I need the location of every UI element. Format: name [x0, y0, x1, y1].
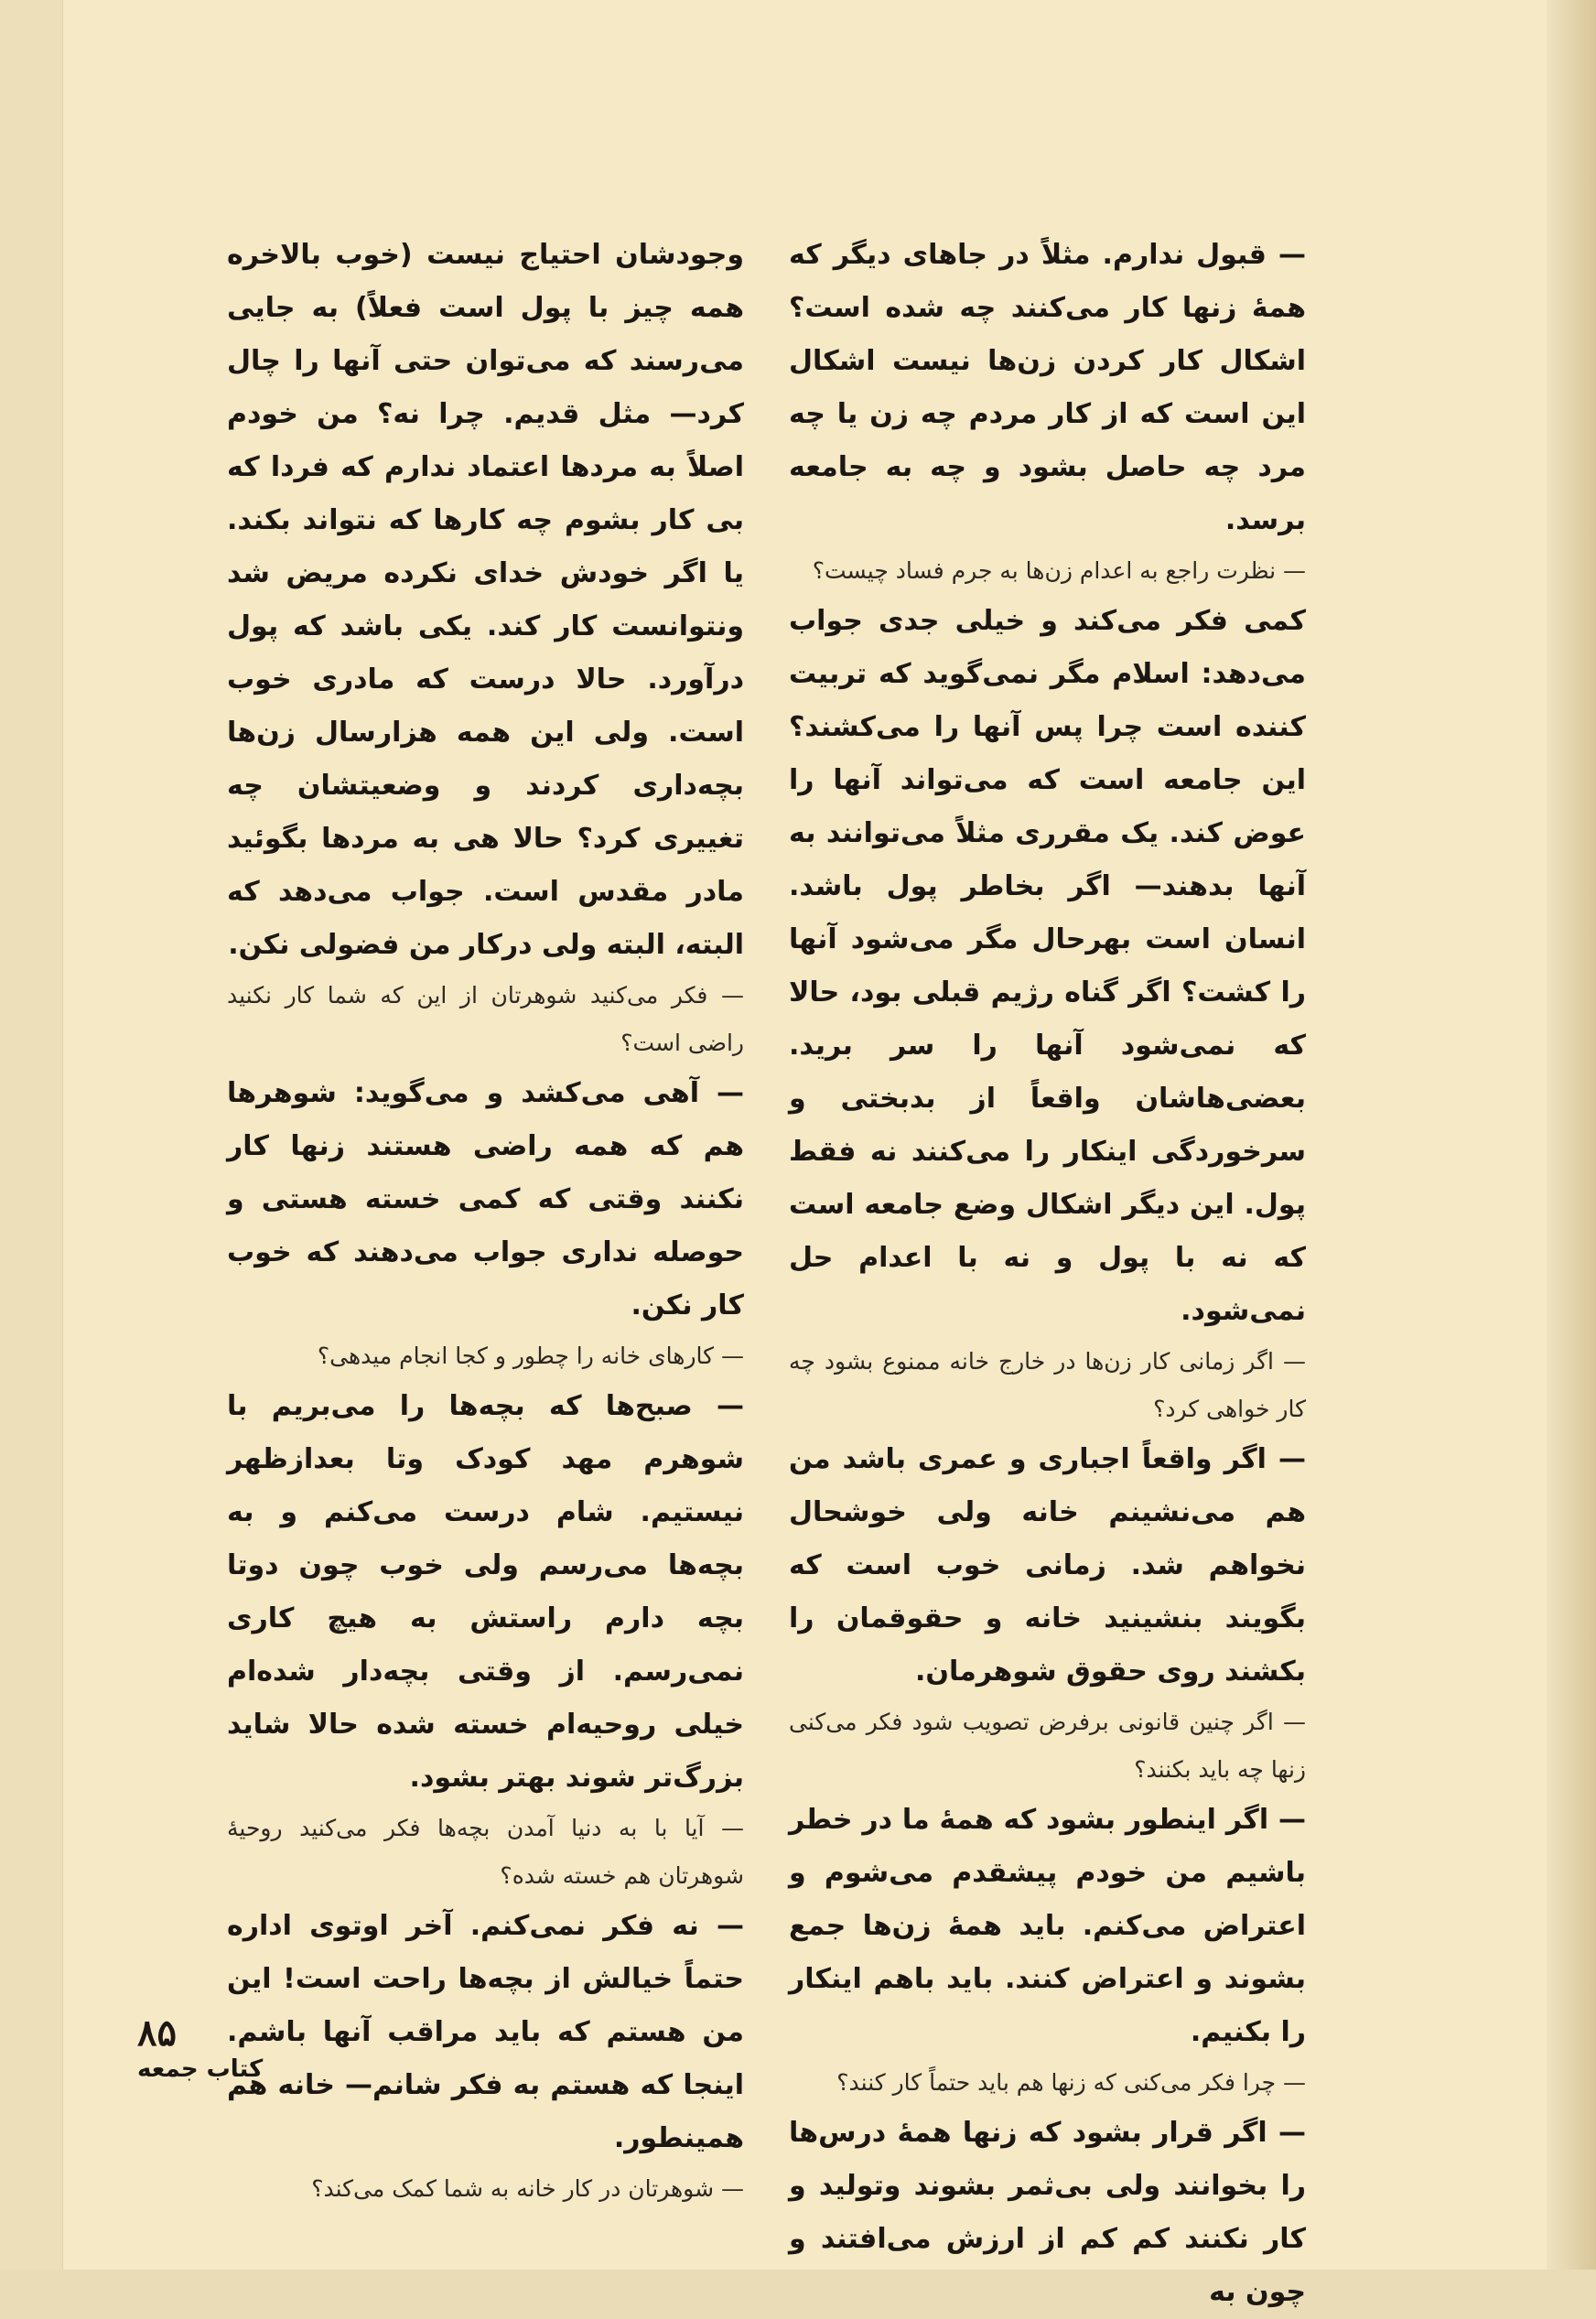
answer-paragraph: — نه فکر نمی‌کنم. آخر اوتوی اداره حتماً خیالش از بچه‌ها راحت است! این من هستم که باید مراقب آنها باشم. اینجا که هستم به فکر شانم— خانه هم همینطور. [227, 1910, 744, 2154]
answer-paragraph: — اگر اینطور بشود که همهٔ ما در خطر باشیم من خودم پیشقدم می‌شوم و اعتراض می‌کنم. باید همهٔ زن‌ها جمع بشوند و اعتراض کنند. باید باهم اینکار را بکنیم. [789, 1804, 1306, 2048]
question-paragraph: — کارهای خانه را چطور و کجا انجام میدهی؟ [317, 1343, 744, 1369]
question-paragraph: — اگر زمانی کار زن‌ها در خارج خانه ممنوع بشود چه کار خواهی کرد؟ [789, 1348, 1306, 1422]
answer-paragraph: — قبول ندارم. مثلاً در جاهای دیگر که همهٔ زنها کار می‌کنند چه شده است؟ اشکال کار کردن زن‌ها نیست اشکال این است که از کار مردم چه زن یا چه مرد چه حاصل بشود و چه به جامعه برسد. [789, 239, 1306, 536]
book-title: کتاب جمعه [137, 2055, 264, 2083]
question-paragraph: — شوهرتان در کار خانه به شما کمک می‌کند؟ [311, 2175, 744, 2202]
left-text-column [227, 229, 744, 2213]
question-paragraph: — چرا فکر می‌کنی که زنها هم باید حتماً کار کنند؟ [836, 2069, 1306, 2096]
question-paragraph: — فکر می‌کنید شوهرتان از این که شما کار نکنید راضی است؟ [227, 982, 744, 1056]
right-text-column [789, 229, 1306, 2319]
answer-paragraph: — صبح‌ها که بچه‌ها را می‌بریم با شوهرم مهد کودک وتا بعدازظهر نیستیم. شام درست می‌کنم و به بچه‌ها می‌رسم ولی خوب چون دوتا بچه دارم راستش به هیچ کاری نمی‌رسم. از وقتی بچه‌دار شده‌ام خیلی روحیه‌ام خسته شده حالا شاید بزرگ‌تر شوند بهتر بشود. [227, 1390, 744, 1794]
answer-paragraph: وجودشان احتیاج نیست (خوب بالاخره همه چیز با پول است فعلاً) به جایی می‌رسند که می‌توان حتی آنها را چال کرد— مثل قدیم. چرا نه؟ من خودم اصلاً به مردها اعتماد ندارم که فردا که بی کار بشوم چه کارها که نتواند بکند. یا اگر خودش خدای نکرده مریض شد ونتوانست کار کند. یکی باشد که پول درآورد. حالا درست که مادری خوب است. ولی این همه هزارسال زن‌ها بچه‌داری کردند و وضعیتشان چه تغییری کرد؟ حالا هی به مردها بگوئید مادر مقدس است. جواب می‌دهد که البته، البته ولی درکار من فضولی نکن. [227, 239, 744, 961]
answer-paragraph: — اگر واقعاً اجباری و عمری باشد من هم می‌نشینم خانه ولی خوشحال نخواهم شد. زمانی خوب است که بگویند بنشینید خانه و حقوقمان را بکشند روی حقوق شوهرمان. [789, 1443, 1306, 1688]
question-paragraph: — آیا با به دنیا آمدن بچه‌ها فکر می‌کنید روحیهٔ شوهرتان هم خسته شده؟ [227, 1815, 744, 1889]
question-paragraph: — اگر چنین قانونی برفرض تصویب شود فکر می‌کنی زنها چه باید بکنند؟ [789, 1709, 1306, 1783]
page-gutter [0, 0, 63, 2270]
page-number: ۸۵ [137, 2012, 177, 2055]
question-paragraph: — نظرت راجع به اعدام زن‌ها به جرم فساد چیست؟ [812, 557, 1306, 584]
answer-paragraph: — اگر قرار بشود که زنها همهٔ درس‌ها را بخوانند ولی بی‌ثمر بشوند وتولید و کار نکنند کم کم از ارزش می‌افتند و چون به [789, 2117, 1306, 2308]
page-footer [137, 2013, 263, 2085]
page-edge [1547, 0, 1596, 2270]
answer-paragraph: — آهی می‌کشد و می‌گوید: شوهرها هم که همه راضی هستند زنها کار نکنند وقتی که کمی خسته هستی و حوصله نداری جواب می‌دهند که خوب کار نکن. [227, 1077, 744, 1321]
answer-paragraph: کمی فکر می‌کند و خیلی جدی جواب می‌دهد: اسلام مگر نمی‌گوید که تربیت کننده است چرا پس آنها را می‌کشند؟ این جامعه است که می‌تواند آنها را عوض کند. یک مقرری مثلاً می‌توانند به آنها بدهند— اگر بخاطر پول باشد. انسان است بهرحال مگر می‌شود آنها را کشت؟ اگر گناه رژیم قبلی بود، حالا که نمی‌شود آنها را سر برید. بعضی‌هاشان واقعاً از بدبختی و سرخوردگی اینکار را می‌کنند نه فقط پول. این دیگر اشکال وضع جامعه است که نه با پول و نه با اعدام حل نمی‌شود. [789, 605, 1306, 1327]
